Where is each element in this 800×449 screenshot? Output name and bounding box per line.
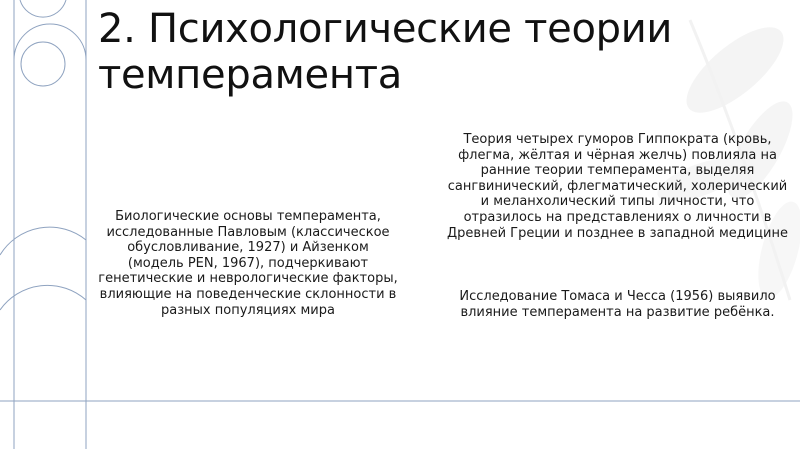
slide-title [98,6,788,98]
middle-arch-1 [0,227,86,255]
right-paragraph-2: Исследование Томаса и Чесса (1956) выявило влияние темперамента на развитие ребёнка. [459,289,776,320]
slide-title-line-1: 2. Психологические теории [98,6,673,52]
right-paragraph-1: Теория четырех гуморов Гиппократа (кровь, флегма, жёлтая и чёрная желчь) повлияла на ранние теории темперамента, выделяя сангвинический, флегматический, холерический и меланхолический типы личности, что отразилось на представлениях о личности в Древней Греции и позднее в западной медицине [447,132,788,241]
top-arch [14,24,86,60]
left-paragraph: Биологические основы темперамента, исследованные Павловым (классическое обусловливание, 1927) и Айзенком (модель PEN, 1967), подчеркивают генетические и неврологические факторы, влияющие на поведенческие склонности в разных популяциях мира [98,209,398,318]
slide-title-line-2: темперамента [98,52,402,98]
top-circle [21,42,65,86]
middle-arch-2 [0,285,86,310]
top-arch-small [20,0,66,17]
